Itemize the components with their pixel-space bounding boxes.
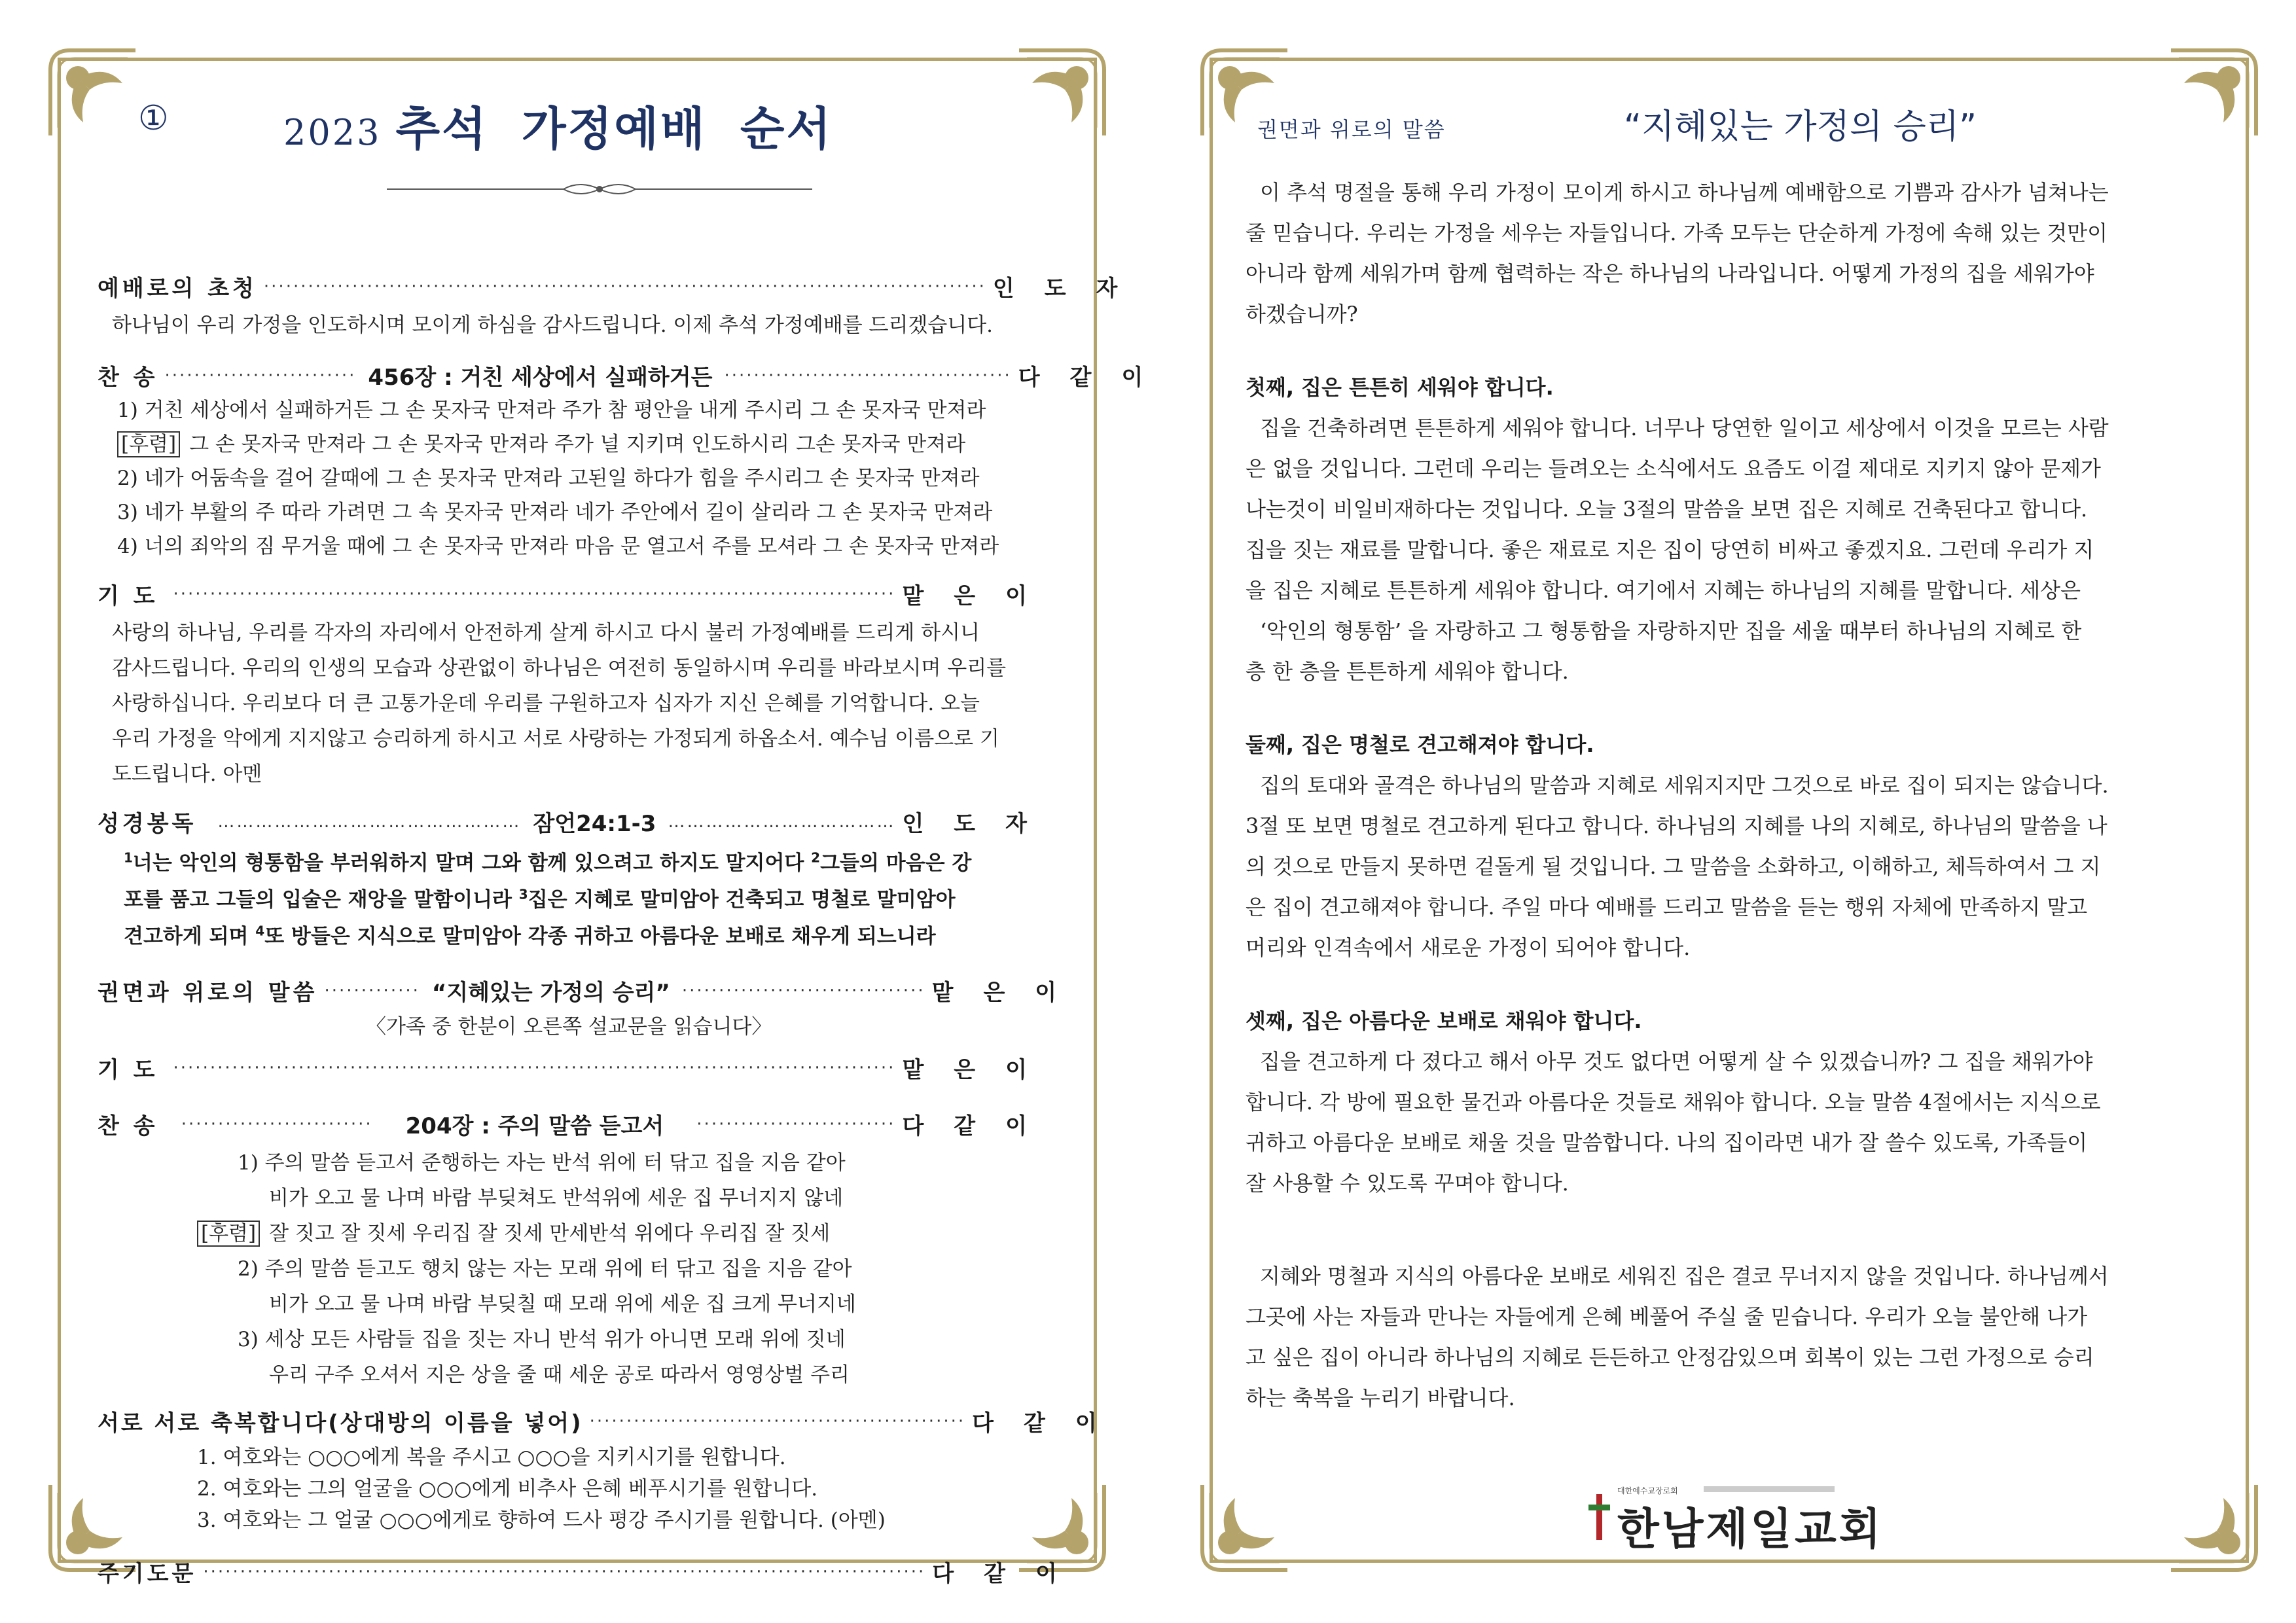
hymn1-line: 1) 거친 세상에서 실패하거든 그 손 못자국 만져라 주가 참 평안을 내게 주시리 그 손 못자국 만져라 (117, 399, 986, 422)
blessing-line: 2. 여호와는 그의 얼굴을 ○○○에게 비추사 은혜 베푸시기를 원합니다. (197, 1477, 818, 1501)
sermon-intro: 이 추석 명절을 통해 우리 가정이 모이게 하시고 하나님께 예배함으로 기쁨과 감사가 넘쳐나는 줄 믿습니다. 우리는 가정을 세우는 자들입니다. 가족 모두는 단순하게 가정에 속해 있는 것만이 아니라 함께 세워가며 함께 협력하는 작은 하나님의 나라입니다. 어떻게 가정의 집을 세워가야 하겠습니까? (1246, 180, 2109, 327)
blessing-line: 3. 여호와는 그 얼굴 ○○○에게로 향하여 드사 평강 주시기를 원합니다. (아멘) (197, 1508, 886, 1532)
hymn2-line: 비가 오고 물 나며 바람 부딪칠 때 모래 위에 세운 집 크게 무너지네 (269, 1293, 856, 1316)
scripture-line: 견고하게 되며 $^4$또 방들은 지식으로 말미암아 각종 귀하고 아름다운 보배로 채우게 되느니라 (124, 923, 936, 948)
page-header (61, 92, 1094, 164)
title-year: 2023 (283, 112, 382, 153)
hymn2-line: 3) 세상 모든 사람들 집을 짓는 자니 반석 위가 아니면 모래 위에 짓네 (238, 1328, 846, 1351)
prayer1-line: 우리 가정을 악에게 지지않고 승리하게 하시고 서로 사랑하는 가정되게 하옵소서. 예수님 이름으로 기 (112, 727, 999, 751)
sermon-body (1246, 172, 2213, 1418)
order-item-lords-prayer: 주기도문 ·································································································· 다같이 (98, 1561, 1087, 1587)
sermon-note: 〈가족 중 한분이 오른쪽 설교문을 읽습니다〉 (366, 1015, 772, 1039)
order-item-prayer2: 기 도 ·································································································· 맡은이 (98, 1057, 1057, 1083)
worship-order-panel (58, 58, 1174, 1587)
section-heading: 둘째, 집은 명철로 견고해져야 합니다. (1246, 732, 1594, 757)
title-divider-icon (387, 180, 812, 198)
sermon-subtitle: 권면과 위로의 말씀 (1257, 117, 1446, 142)
prayer1-line: 감사드립니다. 우리의 인생의 모습과 상관없이 하나님은 여전히 동일하시며 우리를 바라보시며 우리를 (112, 656, 1007, 680)
corner-ornament-icon (2164, 1478, 2263, 1577)
hymn1-chorus: [후렴] 그 손 못자국 만져라 그 손 못자국 만져라 주가 널 지키며 인도하시리 그손 못자국 만져라 (117, 427, 1057, 457)
order-item-sermon: 권면과 위로의 말씀 ············· “지혜있는 가정의 승리” ································· 맡은이 (98, 980, 1087, 1006)
order-item-prayer1: 기 도 ·································································································· 맡은이 (98, 583, 1057, 609)
church-logo (1586, 1481, 1926, 1554)
title-text: 추석 가정예배 순서 (395, 102, 833, 156)
sermon-panel (1210, 58, 2249, 1563)
corner-ornament-icon (1196, 1478, 1294, 1577)
hymn1-line: 2) 네가 어둠속을 걸어 갈때에 그 손 못자국 만져라 고된일 하다가 힘을 주시리그 손 못자국 만져라 (117, 467, 980, 490)
section-body: 집의 토대와 골격은 하나님의 말씀과 지혜로 세워지지만 그것으로 바로 집이 되지는 않습니다. 3절 또 보면 명철로 견고하게 된다고 합니다. 하나님의 지혜를 나의 지혜로, 하나님의 말씀을 나 의 것으로 만들지 못하면 겉돌게 될 것입니다. 그 말씀을 소화하고, 이해하고, 체득하여서 그 지 은 집이 견고해져야 합니다. 주일 마다 예배를 드리고 말씀을 듣는 행위 자체에 만족하지 말고 머리와 인격속에서 새로운 가정이 되어야 합니다. (1246, 773, 2109, 960)
section-heading: 셋째, 집은 아름다운 보배로 채워야 합니다. (1246, 1008, 1642, 1033)
cross-icon (1586, 1494, 1612, 1540)
hymn1-line: 3) 네가 부활의 주 따라 가려면 그 속 못자국 만져라 네가 주안에서 길이 살리라 그 손 못자국 만져라 (117, 501, 993, 524)
hymn2-line: 1) 주의 말씀 듣고서 준행하는 자는 반석 위에 터 닦고 집을 지음 같아 (238, 1151, 846, 1175)
prayer1-line: 사랑하십니다. 우리보다 더 큰 고통가운데 우리를 구원하고자 십자가 지신 은혜를 기억합니다. 오늘 (112, 692, 980, 715)
hymn2-line: 비가 오고 물 나며 바람 부딪쳐도 반석위에 세운 집 무너지지 않네 (269, 1186, 844, 1210)
page-number: ① (138, 99, 169, 138)
order-item-hymn1: 찬 송 ·························· 456장 : 거친 세상에서 실패하거든 ······································· 다같이 (98, 365, 1174, 391)
blessing-line: 1. 여호와는 ○○○에게 복을 주시고 ○○○을 지키시기를 원합니다. (197, 1446, 786, 1469)
hymn2-line: 우리 구주 오셔서 지은 상을 줄 때 세운 공로 따라서 영영상벌 주리 (269, 1363, 850, 1387)
section-body: 집을 견고하게 다 졌다고 해서 아무 것도 없다면 어떻게 살 수 있겠습니까? 그 집을 채워가야 합니다. 각 방에 필요한 물건과 아름다운 것들로 채워야 합니다. 오늘 말씀 4절에서는 지식으로 귀하고 아름다운 보배로 채울 것을 말씀합니다. 나의 집이라면 내가 잘 쓸수 있도록, 가족들이 잘 사용할 수 있도록 꾸며야 합니다. (1246, 1049, 2101, 1196)
call-text: 하나님이 우리 가정을 인도하시며 모이게 하심을 감사드립니다. 이제 추석 가정예배를 드리겠습니다. (112, 313, 994, 337)
order-item-call: 예배로의 초청 ·································································································· 인도자 (98, 276, 1148, 302)
denomination-label: 대한예수교장로회 (1617, 1486, 1678, 1495)
scripture-line: $^1$너는 악인의 형통함을 부러워하지 말며 그와 함께 있으려고 하지도 말지어다 $^2$그들의 마음은 강 (124, 849, 972, 875)
sermon-title: “지혜있는 가정의 승리” (1624, 107, 1977, 147)
sermon-header (1257, 99, 2206, 151)
section-body: 집을 건축하려면 튼튼하게 세워야 합니다. 너무나 당연한 일이고 세상에서 이것을 모르는 사람 은 없을 것입니다. 그런데 우리는 들려오는 소식에서도 요즘도 이걸 제대로 지키지 않아 문제가 나는것이 비일비재하다는 것입니다. 오늘 3절의 말씀을 보면 집은 지혜로 건축된다고 합니다. 집을 짓는 재료를 말합니다. 좋은 재료로 지은 집이 당연히 비싸고 좋겠지요. 그런데 우리가 지 을 집은 지혜로 튼튼하게 세워야 합니다. 여기에서 지혜는 하나님의 지혜를 말합니다. 세상은 ‘악인의 형통함’ 을 자랑하고 그 형통함을 자랑하지만 집을 세울 때부터 하나님의 지혜로 한 층 한 층을 튼튼하게 세워야 합니다. (1246, 416, 2109, 684)
order-item-reading: 성경봉독 ………………………………………… 잠언24:1-3 ……………………………… 인도자 (98, 811, 1057, 837)
sermon-closing: 지혜와 명철과 지식의 아름다운 보배로 세워진 집은 결코 무너지지 않을 것입니다. 하나님께서 그곳에 사는 자들과 만나는 자들에게 은혜 베풀어 주실 줄 믿습니다. 우리가 오늘 불안해 나가 고 싶은 집이 아니라 하나님의 지혜로 든든하고 안정감있으며 회복이 있는 그런 가정으로 승리 하는 축복을 누리기 바랍니다. (1246, 1264, 2109, 1410)
hymn2-line: 2) 주의 말씀 듣고도 행치 않는 자는 모래 위에 터 닦고 집을 지음 같아 (238, 1257, 852, 1281)
page-title (283, 92, 833, 158)
prayer1-line: 도드립니다. 아멘 (112, 762, 262, 786)
order-item-hymn2: 찬 송 ·························· 204장 : 주의 말씀 듣고서 ··························· 다같이 (98, 1113, 1057, 1139)
prayer1-line: 사랑의 하나님, 우리를 각자의 자리에서 안전하게 살게 하시고 다시 불러 가정예배를 드리게 하시니 (112, 621, 980, 645)
scripture-line: 포를 품고 그들의 입술은 재앙을 말함이니라 $^3$집은 지혜로 말미암아 건축되고 명철로 말미암아 (124, 886, 956, 912)
section-heading: 첫째, 집은 튼튼히 세워야 합니다. (1246, 375, 1554, 400)
order-item-blessing: 서로 서로 축복합니다(상대방의 이름을 넣어) ··················································· 다같이 (98, 1410, 1127, 1436)
hymn1-line: 4) 너의 죄악의 짐 무거울 때에 그 손 못자국 만져라 마음 문 열고서 주를 모셔라 그 손 못자국 만져라 (117, 535, 999, 558)
church-name: 한남제일교회 (1617, 1504, 1884, 1554)
hymn2-chorus: [후렴] 잘 짓고 잘 짓세 우리집 잘 짓세 만세반석 위에다 우리집 잘 짓세 (197, 1217, 1057, 1246)
